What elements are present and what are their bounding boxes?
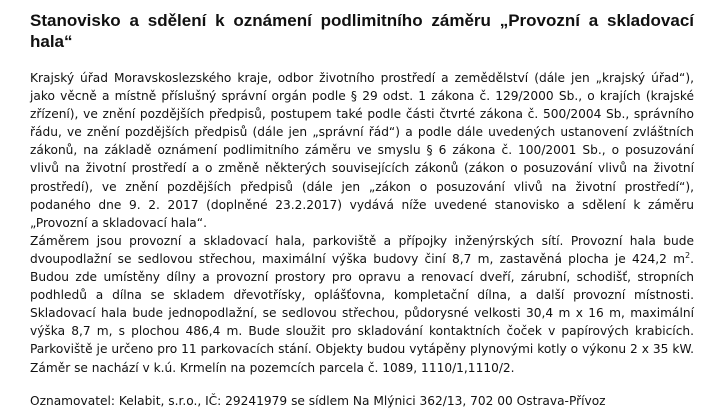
paragraph-authority-statement: Krajský úřad Moravskoslezského kraje, odbor životního prostředí a zemědělství (dále jen „krajský úřad“), jako věcně a místně příslušný správní orgán podle § 29 odst. 1 zákona č. 129/2000 Sb., o krajích (krajské zřízení), ve znění pozdějších předpisů, postupem také podle části čtvrté zákona č. 500/2004 Sb., správního řádu, ve znění pozdějších předpisů (dále jen „správní řád“) a podle dále uvedených ustanovení zvláštních zákonů, na základě oznámení podlimitního záměru ve smyslu § 6 zákona č. 100/2001 Sb., o posuzování vlivů na životní prostředí a o změně některých souvisejících zákonů (zákon o posuzování vlivů na životní prostředí), ve znění pozdějších předpisů (dále jen „zákon o posuzování vlivů na životní prostředí“), podaného dne 9. 2. 2017 (doplněné 23.2.2017) vydává níže uvedené stanovisko a sdělení k záměru „Provozní a skladovací hala“. xyxy=(30,71,694,230)
area-unit-superscript: 2 xyxy=(685,250,691,260)
document-title: Stanovisko a sdělení k oznámení podlimitního záměru „Provozní a skladovací hala“ xyxy=(30,11,694,51)
document xyxy=(30,10,694,377)
project-description-text-1: Záměrem jsou provozní a skladovací hala, parkoviště a přípojky inženýrských sítí. Provozní hala bude dvoupodlažní se sedlovou střechou, maximální výška budovy činí 8,7 m, zastavěná plocha je 424,2 m xyxy=(30,233,694,266)
project-description-text-2: . Budou zde umístěny dílny a provozní prostory pro opravu a renovací dveří, zárubní, schodišť, stropních podhledů a dílna se skladem dřevotřísky, oplášťovna, kompletační dílna, a další provozní místnosti. Skladovací hala bude jednopodlažní, se sedlovou střechou, půdorysné velkosti 30,4 m x 16 m, maximální výška 8,7 m, s plochou 486,4 m. Bude sloužit pro skladování kontaktních čoček v papírových krabicích. Parkoviště je určeno pro 11 parkovacích stání. Objekty budou vytápěny plynovými kotly o výkonu 2 x 35 kW. Záměr se nachází v k.ú. Krmelín na pozemcích parcela č. 1089, 1110/1,1110/2. xyxy=(30,251,694,375)
notifier-line: Oznamovatel: Kelabit, s.r.o., IČ: 29241979 se sídlem Na Mlýnici 362/13, 702 00 Ostrava-Přívoz xyxy=(30,394,606,408)
paragraph-project-description xyxy=(30,232,694,377)
